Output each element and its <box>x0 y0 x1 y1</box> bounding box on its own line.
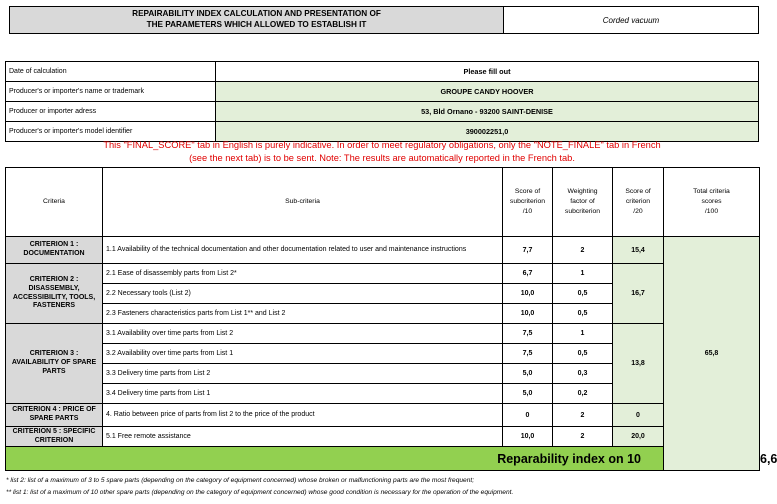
subcriterion-label: 1.1 Availability of the technical documentation and other documentation related to user and maintenance instructions <box>103 237 503 264</box>
weighting-factor: 1 <box>553 324 613 344</box>
subcriterion-score: 5,0 <box>503 364 553 384</box>
criterion-5-score: 20,0 <box>613 427 664 447</box>
info-row-name <box>6 82 759 102</box>
subcriterion-score: 5,0 <box>503 384 553 404</box>
info-table <box>5 61 759 142</box>
table-row <box>6 237 760 264</box>
subcriterion-score: 7,5 <box>503 324 553 344</box>
table-header-row <box>6 168 760 237</box>
reparability-index-row: Reparability index on 10 6,6 <box>6 447 760 471</box>
title-line-1: REPAIRABILITY INDEX CALCULATION AND PRESENTATION OF <box>132 9 381 19</box>
weighting-factor: 1 <box>553 264 613 284</box>
total-criteria-score: 65,8 <box>664 237 760 471</box>
subcriterion-label: 2.3 Fasteners characteristics parts from List 1** and List 2 <box>103 304 503 324</box>
criterion-3-score: 13,8 <box>613 324 664 404</box>
info-row-address <box>6 102 759 122</box>
header-subcriteria: Sub-criteria <box>103 168 503 237</box>
footnote-list-2: * list 2: list of a maximum of 3 to 5 spare parts (depending on the category of equipment concerned) whose broken or malfunctioning parts are the most frequent; <box>6 477 475 484</box>
weighting-factor: 2 <box>553 237 613 264</box>
criterion-2-name: CRITERION 2 : DISASSEMBLY, ACCESSIBILITY, TOOLS, FASTENERS <box>6 264 103 324</box>
table-row <box>6 427 760 447</box>
subcriterion-score: 10,0 <box>503 284 553 304</box>
subcriterion-score: 6,7 <box>503 264 553 284</box>
weighting-factor: 0,5 <box>553 344 613 364</box>
weighting-factor: 0,5 <box>553 304 613 324</box>
header-total: Total criteria scores /100 <box>664 168 760 237</box>
subcriterion-score: 7,5 <box>503 344 553 364</box>
subcriterion-label: 3.3 Delivery time parts from List 2 <box>103 364 503 384</box>
subcriterion-score: 10,0 <box>503 427 553 447</box>
document-title <box>9 6 504 34</box>
score-table <box>5 167 777 471</box>
weighting-factor: 0,3 <box>553 364 613 384</box>
weighting-factor: 0,2 <box>553 384 613 404</box>
header-criteria: Criteria <box>6 168 103 237</box>
notice-line-2: (see the next tab) is to be sent. Note: The results are automatically reported in the French tab. <box>189 153 575 163</box>
info-label: Producer's or importer's model identifier <box>6 122 216 142</box>
criterion-3-name: CRITERION 3 : AVAILABILITY OF SPARE PARTS <box>6 324 103 404</box>
reparability-index-label: Reparability index on 10 <box>6 447 664 471</box>
product-type: Corded vacuum <box>503 6 759 34</box>
criterion-4-name: CRITERION 4 : PRICE OF SPARE PARTS <box>6 404 103 427</box>
subcriterion-label: 4. Ratio between price of parts from list 2 to the price of the product <box>103 404 503 427</box>
notice-line-1: This "FINAL_SCORE" tab in English is purely indicative. In order to meet regulatory obligations, only the "NOTE_FINALE" tab in French <box>103 140 661 150</box>
subcriterion-score: 10,0 <box>503 304 553 324</box>
subcriterion-label: 2.1 Ease of disassembly parts from List 2* <box>103 264 503 284</box>
info-label: Date of calculation <box>6 62 216 82</box>
weighting-factor: 2 <box>553 404 613 427</box>
weighting-factor: 0,5 <box>553 284 613 304</box>
producer-address-field[interactable]: 53, Bld Ornano - 93200 SAINT-DENISE <box>216 102 759 122</box>
subcriterion-label: 3.2 Availability over time parts from List 1 <box>103 344 503 364</box>
header-weighting: Weighting factor of subcriterion <box>553 168 613 237</box>
weighting-factor: 2 <box>553 427 613 447</box>
producer-name-field[interactable]: GROUPE CANDY HOOVER <box>216 82 759 102</box>
subcriterion-label: 2.2 Necessary tools (List 2) <box>103 284 503 304</box>
date-field[interactable]: Please fill out <box>216 62 759 82</box>
table-row <box>6 324 760 344</box>
subcriterion-label: 3.1 Availability over time parts from List 2 <box>103 324 503 344</box>
regulatory-notice <box>5 139 759 165</box>
criterion-2-score: 16,7 <box>613 264 664 324</box>
subcriterion-score: 0 <box>503 404 553 427</box>
table-row <box>6 404 760 427</box>
info-row-date <box>6 62 759 82</box>
info-label: Producer's or importer's name or trademark <box>6 82 216 102</box>
subcriterion-score: 7,7 <box>503 237 553 264</box>
model-identifier-field[interactable]: 390002251,0 <box>216 122 759 142</box>
criterion-1-score: 15,4 <box>613 237 664 264</box>
criterion-4-score: 0 <box>613 404 664 427</box>
subcriterion-label: 3.4 Delivery time parts from List 1 <box>103 384 503 404</box>
footnote-list-1: ** list 1: list of a maximum of 10 other spare parts (depending on the category of equipment concerned) whose good condition is necessary for the operation of the equipment. <box>6 489 514 496</box>
header-score-criterion: Score of criterion /20 <box>613 168 664 237</box>
criterion-5-name: CRITERION 5 : SPECIFIC CRITERION <box>6 427 103 447</box>
header-score-subcriterion: Score of subcriterion /10 <box>503 168 553 237</box>
info-label: Producer or importer adress <box>6 102 216 122</box>
criterion-1-name: CRITERION 1 : DOCUMENTATION <box>6 237 103 264</box>
title-line-2: THE PARAMETERS WHICH ALLOWED TO ESTABLISH IT <box>146 20 367 29</box>
subcriterion-label: 5.1 Free remote assistance <box>103 427 503 447</box>
table-row <box>6 264 760 284</box>
